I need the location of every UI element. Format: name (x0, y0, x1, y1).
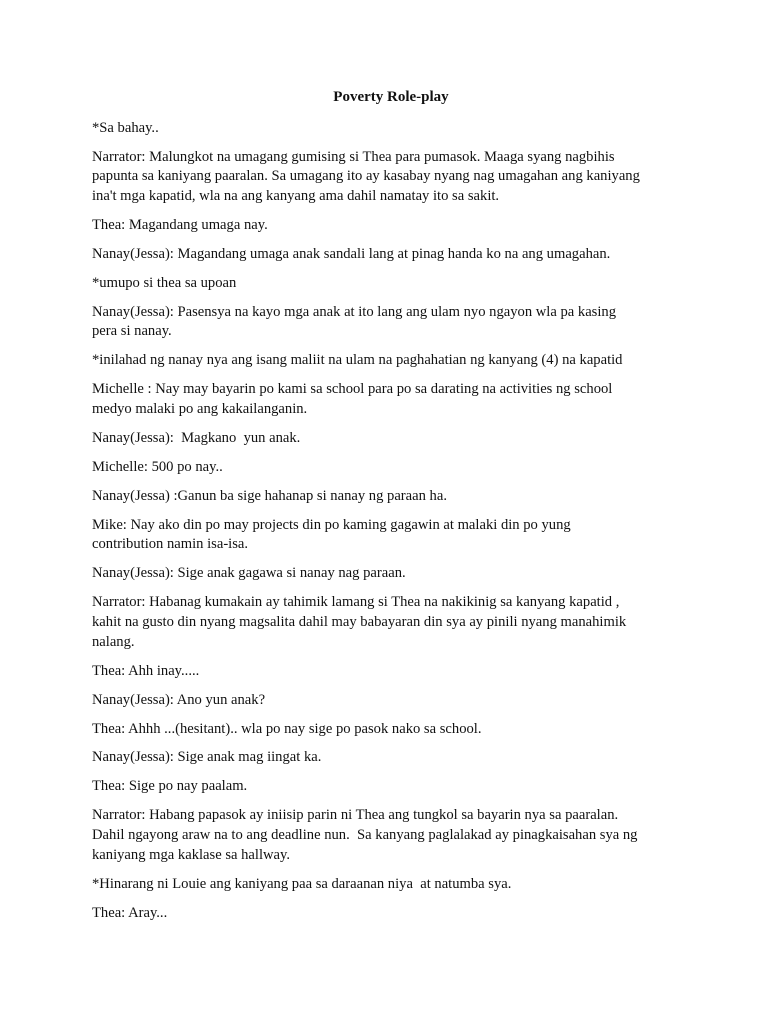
paragraph-line: Nanay(Jessa) :Ganun ba sige hahanap si nanay ng paraan ha. (92, 487, 447, 504)
paragraph (92, 380, 682, 419)
paragraph (92, 303, 682, 342)
paragraph-line: kahit na gusto din nyang magsalita dahil may babayaran din sya ay pinili nyang manahimik (92, 613, 627, 630)
paragraph-line: medyo malaki po ang kakailanganin. (92, 400, 308, 417)
paragraph (92, 806, 682, 865)
paragraph-line: Nanay(Jessa): Sige anak mag iingat ka. (92, 749, 322, 766)
paragraph (92, 429, 682, 449)
paragraph-line: Nanay(Jessa): Magandang umaga anak sandali lang at pinag handa ko na ang umagahan. (92, 245, 611, 262)
document-body (92, 88, 682, 933)
paragraph (92, 564, 682, 584)
paragraph (92, 274, 682, 294)
paragraph (92, 516, 682, 555)
paragraph-line: Thea: Ahh inay..... (92, 662, 200, 679)
paragraph-line: Michelle: 500 po nay.. (92, 458, 223, 475)
paragraph-line: contribution namin isa-isa. (92, 536, 249, 553)
paragraph-line: Nanay(Jessa): Pasensya na kayo mga anak at ito lang ang ulam nyo ngayon wla pa kasing (92, 303, 617, 320)
paragraph-line: *umupo si thea sa upoan (92, 274, 237, 291)
paragraph-line: Narrator: Malungkot na umagang gumising si Thea para pumasok. Maaga syang nagbihis (92, 148, 615, 165)
paragraph (92, 245, 682, 265)
paragraph (92, 593, 682, 652)
paragraph (92, 691, 682, 711)
paragraph (92, 777, 682, 797)
paragraph-line: *Sa bahay.. (92, 119, 159, 136)
paragraph-line: Thea: Ahhh ...(hesitant).. wla po nay sige po pasok nako sa school. (92, 720, 482, 737)
paragraph-line: papunta sa kaniyang paaralan. Sa umagang ito ay kasabay nyang nag umagahan ang kaniyang (92, 168, 640, 185)
paragraph (92, 487, 682, 507)
paragraph (92, 904, 682, 924)
paragraph (92, 458, 682, 478)
paragraph-line: Mike: Nay ako din po may projects din po kaming gagawin at malaki din po yung (92, 516, 571, 533)
paragraph-line: Nanay(Jessa): Magkano yun anak. (92, 429, 301, 446)
paragraph-line: Thea: Magandang umaga nay. (92, 216, 268, 233)
paragraph-line: nalang. (92, 633, 135, 650)
paragraph-line: ina't mga kapatid, wla na ang kanyang ama dahil namatay ito sa sakit. (92, 187, 500, 204)
paragraph-line: pera si nanay. (92, 323, 172, 340)
paragraph-line: *inilahad ng nanay nya ang isang maliit na ulam na paghahatian ng kanyang (4) na kapatid (92, 352, 623, 369)
paragraph (92, 216, 682, 236)
paragraph (92, 662, 682, 682)
paragraph-line: Dahil ngayong araw na to ang deadline nun. Sa kanyang paglalakad ay pinagkaisahan sya ng (92, 827, 638, 844)
paragraph-line: kaniyang mga kaklase sa hallway. (92, 846, 291, 863)
paragraph-line: Thea: Aray... (92, 904, 168, 921)
paragraph-line: Nanay(Jessa): Sige anak gagawa si nanay nag paraan. (92, 565, 406, 582)
paragraph-line: Thea: Sige po nay paalam. (92, 778, 248, 795)
paragraph (92, 875, 682, 895)
paragraph (92, 119, 682, 139)
paragraph (92, 720, 682, 740)
paragraph-line: Nanay(Jessa): Ano yun anak? (92, 691, 266, 708)
paragraph-line: Narrator: Habanag kumakain ay tahimik lamang si Thea na nakikinig sa kanyang kapatid , (92, 594, 620, 611)
paragraph-line: Michelle : Nay may bayarin po kami sa school para po sa darating na activities ng school (92, 381, 613, 398)
paragraph (92, 351, 682, 371)
paragraph-line: Narrator: Habang papasok ay iniisip parin ni Thea ang tungkol sa bayarin nya sa paaralan. (92, 807, 619, 824)
document-title: Poverty Role-play (333, 89, 449, 105)
paragraph (92, 748, 682, 768)
paragraph-list (92, 119, 682, 924)
paragraph (92, 148, 682, 207)
paragraph-line: *Hinarang ni Louie ang kaniyang paa sa daraanan niya at natumba sya. (92, 875, 512, 892)
